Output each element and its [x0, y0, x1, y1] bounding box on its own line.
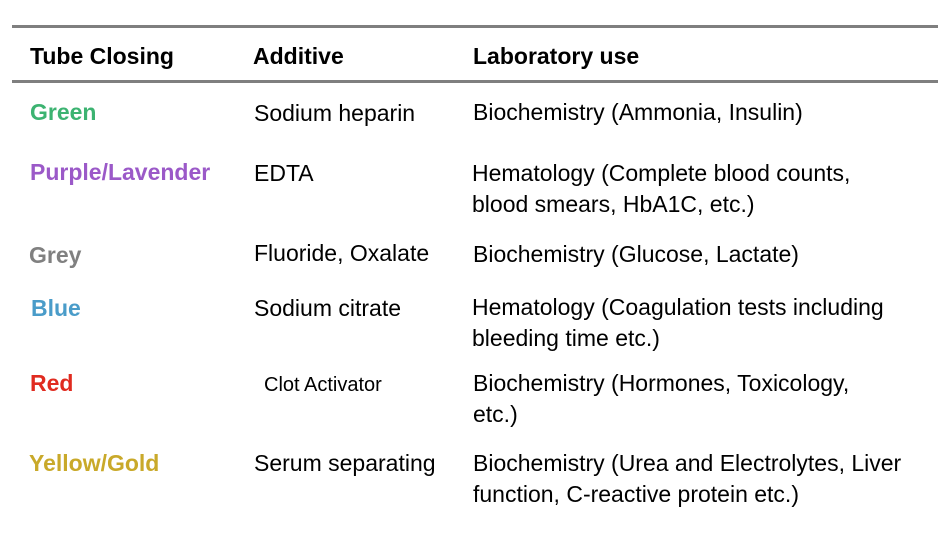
laboratory-use-cell: Biochemistry (Ammonia, Insulin) [473, 99, 803, 125]
tube-closing-green: Green [30, 99, 97, 125]
table-header-rule [12, 80, 938, 83]
additive-cell: Serum separating [254, 450, 436, 476]
header-additive: Additive [253, 43, 344, 69]
additive-cell: Clot Activator [264, 374, 382, 396]
laboratory-use-line-1: Biochemistry (Urea and Electrolytes, Liver [473, 450, 902, 476]
laboratory-use-line-2: etc.) [473, 401, 518, 427]
laboratory-use-cell: Biochemistry (Glucose, Lactate) [473, 241, 799, 267]
additive-cell: Fluoride, Oxalate [254, 240, 430, 266]
tube-closing-blue: Blue [31, 295, 81, 321]
tube-closing-red: Red [30, 370, 74, 396]
tube-closing-yellow-gold: Yellow/Gold [29, 450, 160, 476]
laboratory-use-line-1: Hematology (Complete blood counts, [472, 160, 851, 186]
table-top-rule [12, 25, 938, 28]
header-laboratory-use: Laboratory use [473, 43, 640, 69]
laboratory-use-line-1: Biochemistry (Hormones, Toxicology, [473, 370, 850, 396]
additive-cell: Sodium heparin [254, 100, 416, 126]
laboratory-use-line-1: Hematology (Coagulation tests including [472, 294, 884, 320]
laboratory-use-line-2: bleeding time etc.) [472, 325, 660, 351]
laboratory-use-line-2: blood smears, HbA1C, etc.) [472, 191, 755, 217]
tube-closing-grey: Grey [29, 242, 82, 268]
laboratory-use-line-2: function, C-reactive protein etc.) [473, 481, 799, 507]
header-tube-closing: Tube Closing [30, 43, 174, 69]
tube-closing-purple-lavender: Purple/Lavender [30, 159, 211, 185]
additive-cell: Sodium citrate [254, 295, 402, 321]
additive-cell: EDTA [254, 160, 314, 186]
